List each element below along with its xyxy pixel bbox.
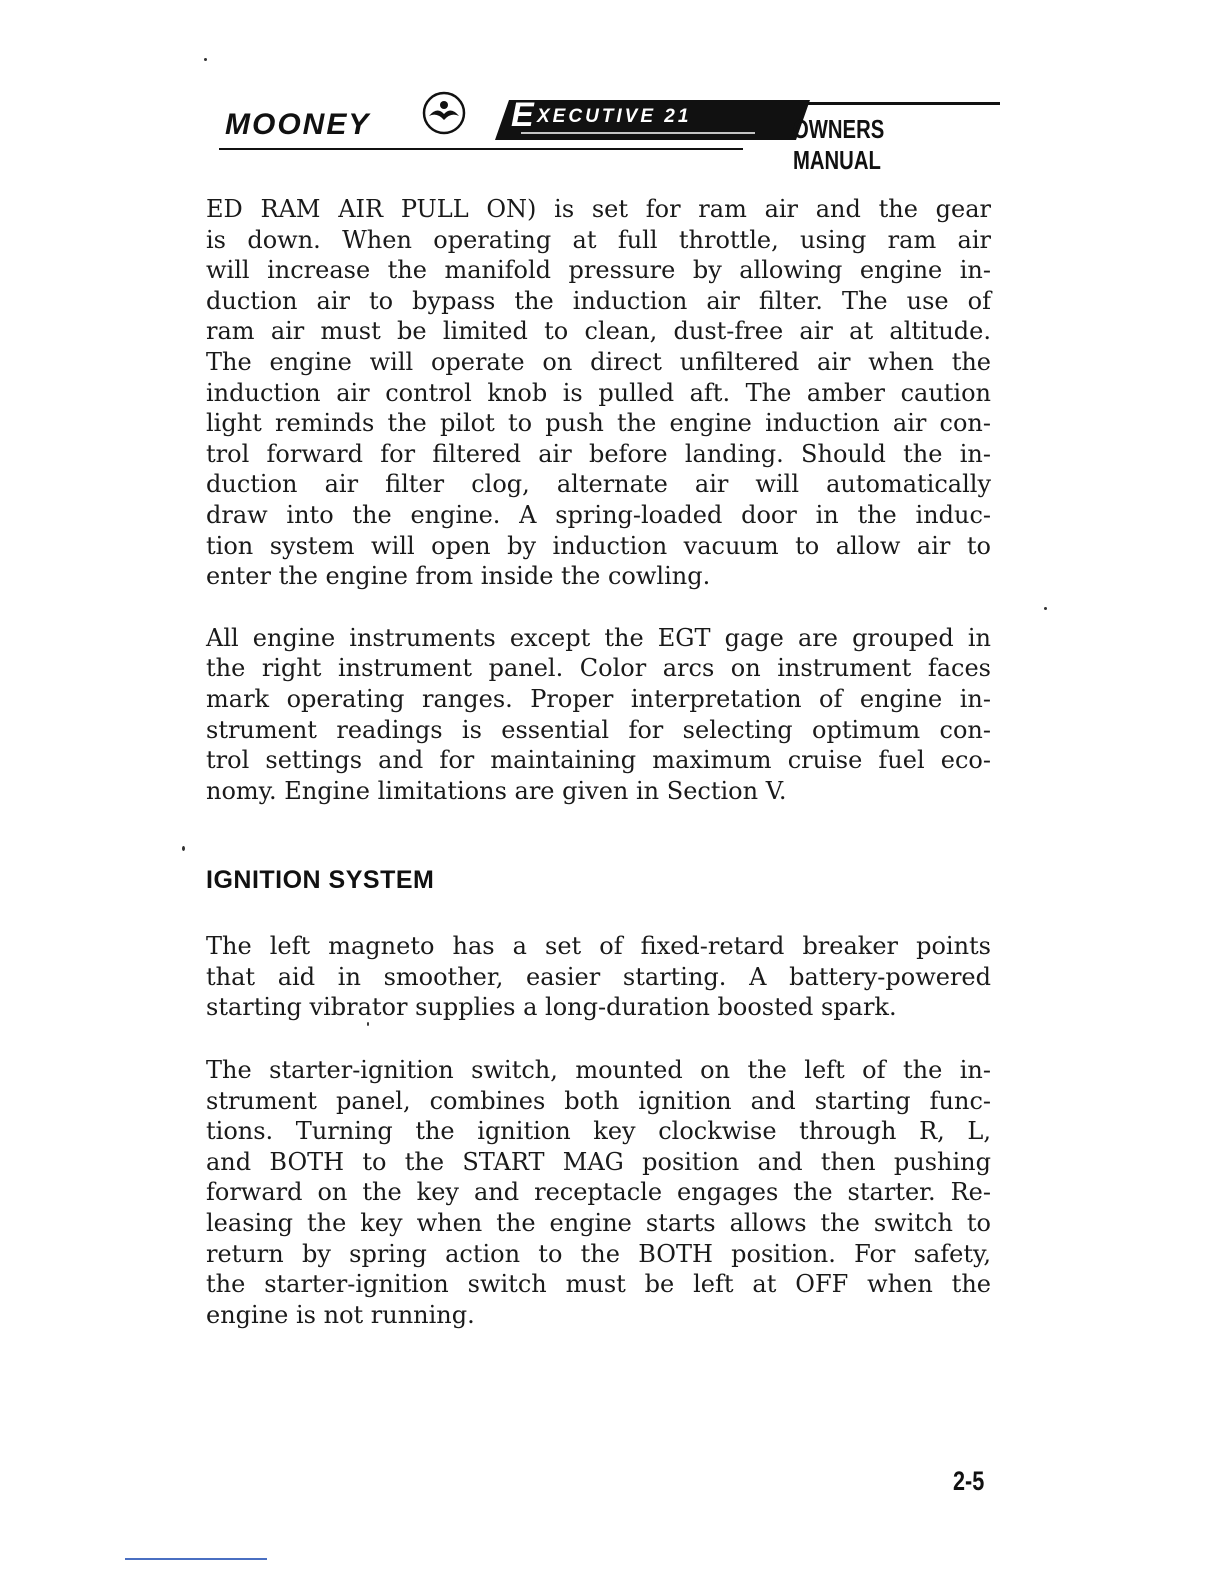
text-line: forward on the key and receptacle engages the starter. Re- — [206, 1178, 991, 1207]
model-initial: E — [511, 96, 534, 134]
text-line: is down. When operating at full throttle, using ram air — [206, 225, 991, 254]
text-line: enter the engine from inside the cowling. — [206, 562, 711, 591]
text-line: duction air filter clog, alternate air will automatically — [206, 470, 991, 499]
text-line: that aid in smoother, easier starting. A battery-powered — [206, 962, 991, 991]
page-number: 2-5 — [953, 1466, 985, 1496]
text-line: trol settings and for maintaining maximum cruise fuel eco- — [206, 746, 991, 775]
text-line: duction air to bypass the induction air filter. The use of — [206, 286, 991, 315]
text-line: light reminds the pilot to push the engine induction air con- — [206, 409, 991, 438]
header-underline — [219, 148, 743, 150]
text-line: tions. Turning the ignition key clockwise through R, L, — [206, 1117, 991, 1146]
text-line: All engine instruments except the EGT gage are grouped in — [206, 623, 991, 652]
text-line: The left magneto has a set of fixed-retard breaker points — [206, 932, 991, 961]
text-line: strument readings is essential for selecting optimum con- — [206, 715, 991, 744]
engine-instruments-paragraph — [206, 623, 991, 807]
text-line: nomy. Engine limitations are given in Section V. — [206, 776, 787, 805]
scan-speck — [1044, 607, 1047, 610]
scan-speck — [367, 1022, 369, 1026]
text-line: the right instrument panel. Color arcs on instrument faces — [206, 654, 991, 683]
text-line: mark operating ranges. Proper interpretation of engine in- — [206, 684, 991, 713]
text-line: draw into the engine. A spring-loaded door in the induc- — [206, 500, 991, 529]
text-line: leasing the key when the engine starts allows the switch to — [206, 1209, 991, 1238]
text-line: tion system will open by induction vacuum to allow air to — [206, 531, 991, 560]
text-line: will increase the manifold pressure by allowing engine in- — [206, 256, 991, 285]
page-content — [206, 194, 991, 1330]
starter-switch-paragraph — [206, 1055, 991, 1330]
text-line: The engine will operate on direct unfiltered air when the — [206, 347, 991, 376]
section-heading: IGNITION SYSTEM — [206, 866, 435, 895]
magneto-paragraph — [206, 931, 991, 1023]
text-line: trol forward for filtered air before landing. Should the in- — [206, 439, 991, 468]
footer-rule — [125, 1558, 267, 1560]
ram-air-paragraph — [206, 194, 991, 592]
text-line: induction air control knob is pulled aft. The amber caution — [206, 378, 991, 407]
model-name: XECUTIVE 21 — [537, 106, 692, 127]
mooney-eagle-emblem-icon — [421, 90, 467, 136]
text-line: ram air must be limited to clean, dust-free air at altitude. — [206, 317, 991, 346]
brand-name: MOONEY — [225, 108, 371, 141]
text-line: the starter-ignition switch must be left at OFF when the — [206, 1270, 991, 1299]
manual-header — [205, 86, 1000, 175]
header-rule — [780, 102, 1000, 105]
manual-title: OWNERS MANUAL — [793, 114, 885, 175]
text-line: engine is not running. — [206, 1300, 475, 1329]
scan-speck — [182, 846, 185, 851]
scan-speck — [204, 58, 207, 61]
text-line: starting vibrator supplies a long-duration boosted spark. — [206, 993, 897, 1022]
text-line: return by spring action to the BOTH position. For safety, — [206, 1239, 991, 1268]
text-line: ED RAM AIR PULL ON) is set for ram air and the gear — [206, 195, 991, 223]
text-line: and BOTH to the START MAG position and then pushing — [206, 1147, 991, 1176]
text-line: strument panel, combines both ignition and starting func- — [206, 1086, 991, 1115]
text-line: The starter-ignition switch, mounted on the left of the in- — [206, 1056, 991, 1085]
